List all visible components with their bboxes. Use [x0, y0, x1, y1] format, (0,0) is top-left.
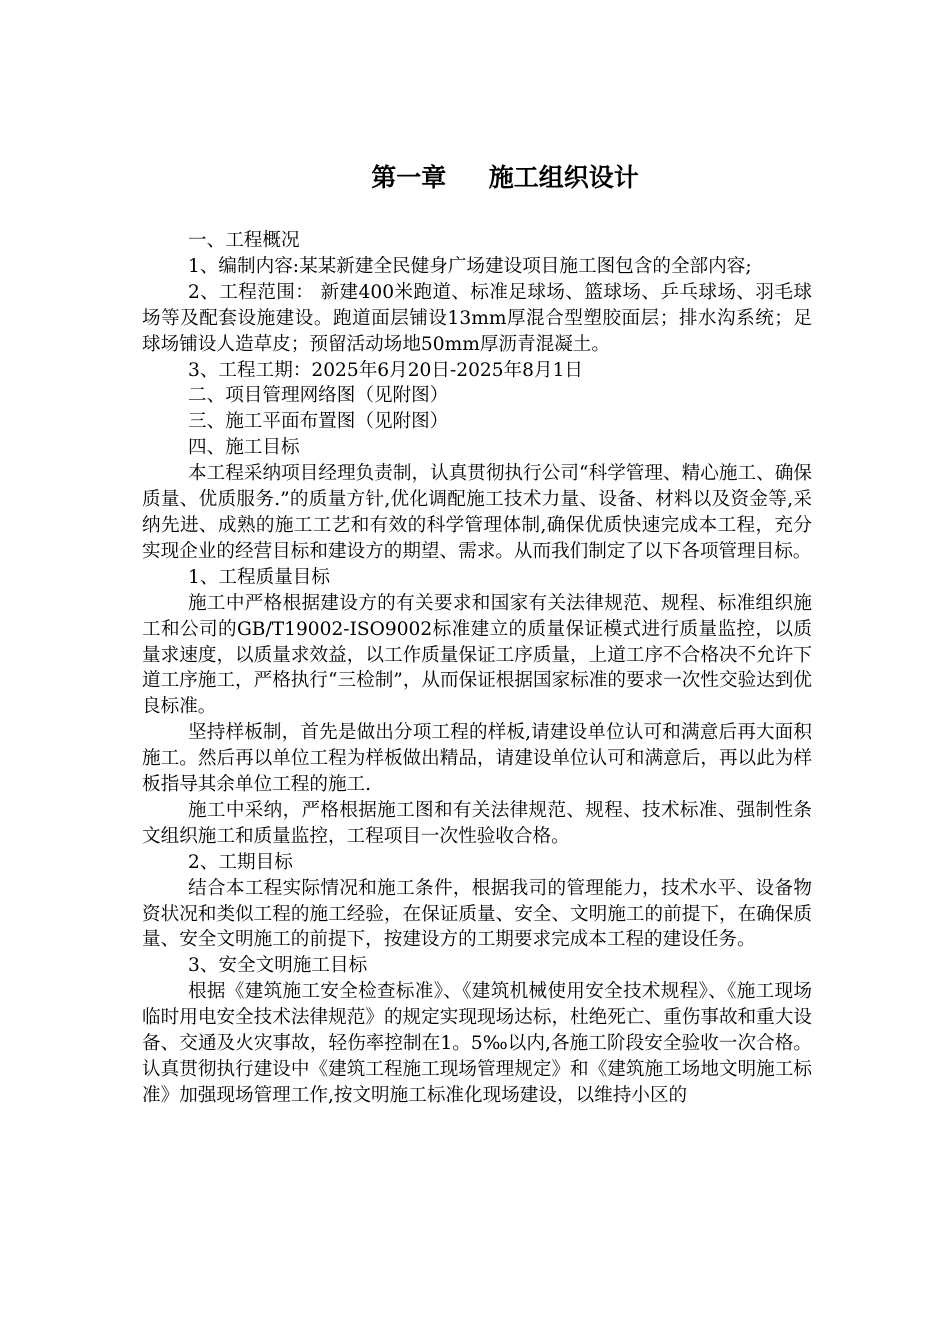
section-heading-construction-goals: 四、施工目标: [188, 437, 300, 459]
paragraph-sample-system: 坚持样板制，首先是做出分项工程的样板,请建设单位认可和满意后再大面积施工。然后再以单位工程为样板做出精品，请建设单位认可和满意后，再以此为样板指导其余单位工程的施工.: [142, 722, 812, 796]
paragraph-project-scope: 2、工程范围： 新建400米跑道、标准足球场、篮球场、乒乓球场、羽毛球场等及配套设施建设。跑道面层铺设13mm厚混合型塑胶面层；排水沟系统；足球场铺设人造草皮；预留活动场地50mm厚沥青混凝土。: [142, 281, 812, 355]
section-heading-management-network: 二、项目管理网络图（见附图）: [188, 385, 449, 407]
section-heading-site-layout: 三、施工平面布置图（见附图）: [188, 411, 449, 433]
paragraph-goals-intro: 本工程采纳项目经理负责制，认真贯彻执行公司“科学管理、精心施工、确保质量、优质服务.”的质量方针,优化调配施工技术力量、设备、材料以及资金等,采纳先进、成熟的施工工艺和有效的科学管理体制,确保优质快速完成本工程，充分实现企业的经营目标和建设方的期望、需求。从而我们制定了以下各项管理目标。: [142, 463, 812, 562]
document-body: [142, 228, 812, 1109]
paragraph-acceptance: 施工中采纳，严格根据施工图和有关法律规范、规程、技术标准、强制性条文组织施工和质量监控，工程项目一次性验收合格。: [142, 799, 812, 847]
paragraph-compilation-content: 1、编制内容:某某新建全民健身广场建设项目施工图包含的全部内容;: [188, 255, 752, 277]
paragraph-safety: 根据《建筑施工安全检查标准》、《建筑机械使用安全技术规程》、《施工现场临时用电安全技术法律规范》的规定实现现场达标，杜绝死亡、重伤事故和重大设备、交通及火灾事故，轻伤率控制在1。5‰以内,各施工阶段安全验收一次合格。认真贯彻执行建设中《建筑工程施工现场管理规定》和《建筑施工场地文明施工标准》加强现场管理工作,按文明施工标准化现场建设，以维持小区的: [142, 981, 812, 1106]
paragraph-schedule: 结合本工程实际情况和施工条件，根据我司的管理能力，技术水平、设备物资状况和类似工程的施工经验，在保证质量、安全、文明施工的前提下，在确保质量、安全文明施工的前提下，按建设方的工期要求完成本工程的建设任务。: [142, 877, 812, 951]
paragraph-construction-period: 3、工程工期：2025年6月20日-2025年8月1日: [188, 359, 584, 381]
section-heading-project-overview: 一、工程概况: [188, 230, 300, 251]
chapter-title: 第一章 施工组织设计: [371, 163, 639, 192]
subheading-quality-goal: 1、工程质量目标: [188, 566, 330, 588]
subheading-schedule-goal: 2、工期目标: [188, 851, 293, 873]
paragraph-quality-control: 施工中严格根据建设方的有关要求和国家有关法律规范、规程、标准组织施工和公司的GB/T19002-ISO9002标准建立的质量保证模式进行质量监控，以质量求速度，以质量求效益，以工作质量保证工序质量，上道工序不合格决不允许下道工序施工，严格执行“三检制”，从而保证根据国家标准的要求一次性交验达到优良标准。: [142, 592, 812, 718]
subheading-safety-goal: 3、安全文明施工目标: [188, 955, 368, 977]
